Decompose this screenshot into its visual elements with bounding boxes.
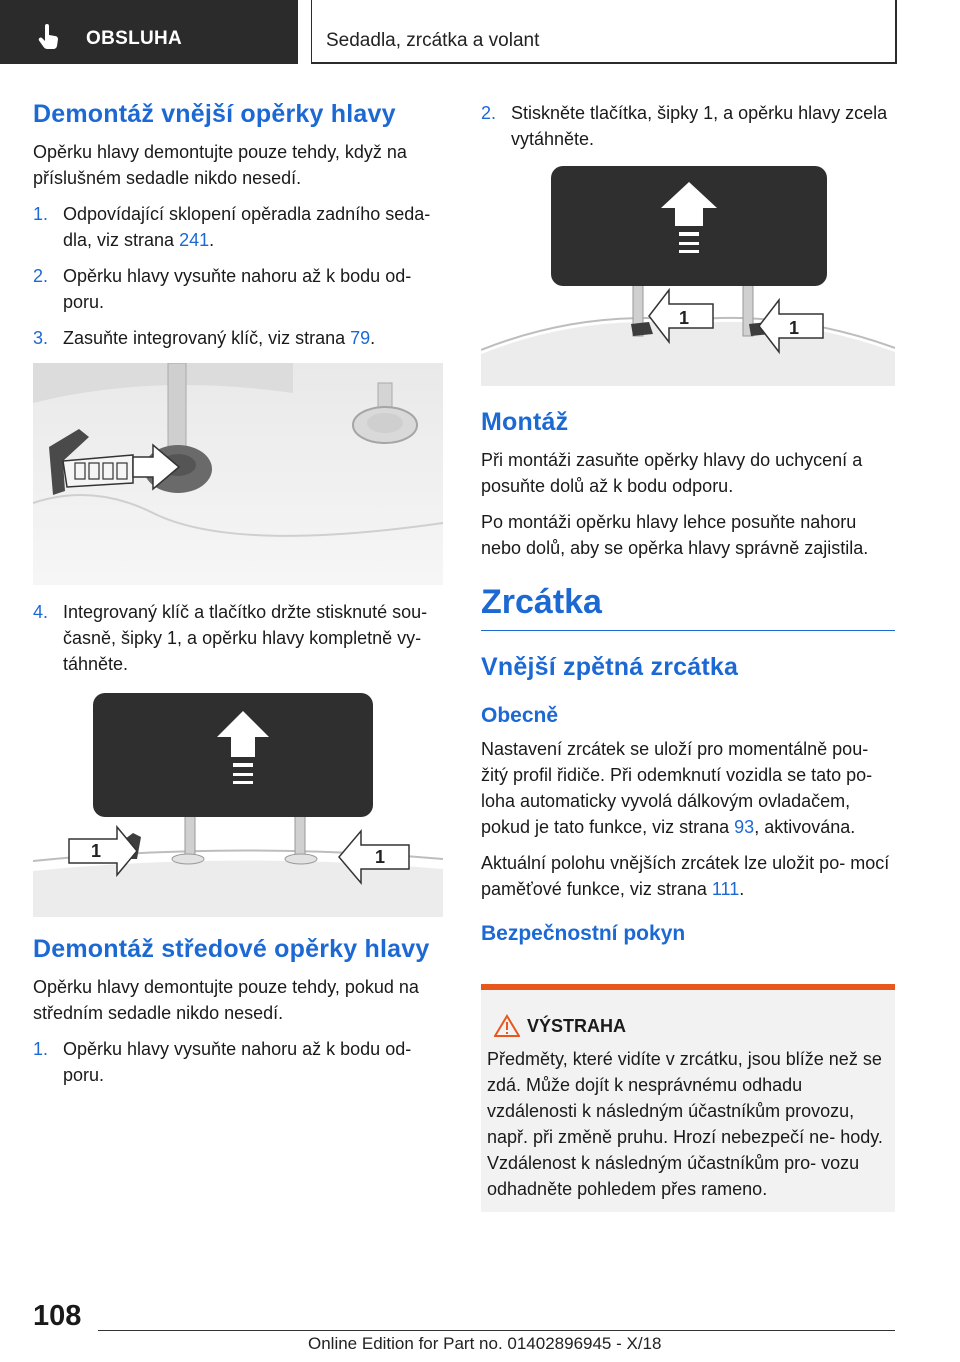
right-column	[481, 100, 895, 954]
key-insert-illustration	[33, 363, 443, 585]
mounting-paragraph-1: Při montáži zasuňte opěrky hlavy do uchycení a posuňte dolů až k bodu odporu.	[481, 450, 863, 496]
mounting-paragraph-2: Po montáži opěrku hlavy lehce posuňte nahoru nebo dolů, aby se opěrka hlavy správně zajistila.	[481, 512, 869, 558]
center-headrest-illustration	[481, 164, 895, 386]
step-item	[33, 599, 443, 677]
subheading-safety: Bezpečnostní pokyn	[481, 922, 686, 945]
warning-body: Předměty, které vidíte v zrcátku, jsou blíže než se zdá. Může dojít k nesprávnému odhadu vzdálenosti k následným účastníkům provozu, např. při změně pruhu. Hrozí nebezpečí ne‐ hody. Vzdálenost k následným účastníkům pro‐ vozu odhadněte pohledem přes rameno.	[487, 1049, 883, 1199]
text-span: Aktuální polohu vnějších zrcátek lze uložit po‐ mocí paměťové funkce, viz strana	[481, 853, 890, 899]
general-paragraph-1	[481, 736, 895, 840]
step-text: Stiskněte tlačítka, šipky 1, a opěrku hlavy zcela vytáhněte.	[511, 103, 888, 149]
arrow-label: 1	[679, 308, 690, 328]
subheading-general: Obecně	[481, 704, 559, 727]
section-label: OBSLUHA	[86, 28, 183, 49]
text-span: , aktivována.	[754, 817, 856, 837]
chapter-label: Sedadla, zrcátka a volant	[326, 30, 540, 51]
warning-title: VÝSTRAHA	[527, 1016, 627, 1036]
heading-rule	[481, 630, 895, 631]
footer-edition: Online Edition for Part no. 01402896945 - X/18	[308, 1334, 662, 1353]
figure-center-headrest	[481, 164, 895, 386]
step-item	[33, 201, 443, 253]
step-item	[481, 100, 895, 152]
left-column	[33, 100, 443, 1098]
footer-rule	[98, 1330, 895, 1331]
chapter-heading-mirrors: Zrcátka	[481, 583, 602, 621]
outer-headrest-illustration	[33, 691, 443, 917]
figure-outer-headrest-removal	[33, 691, 443, 917]
page-link[interactable]: 111	[711, 879, 740, 899]
warning-box	[481, 984, 895, 1212]
page-number: 108	[33, 1300, 82, 1332]
step-number: 2.	[481, 103, 497, 123]
step-item	[33, 325, 443, 351]
arrow-label: 1	[91, 841, 102, 861]
text-span: Nastavení zrcátek se uloží pro momentálně pou‐ žitý profil řidiče. Při odemknutí vozidla se tato po‐ loha automaticky vyvolá dálkovým ovladačem, pokud je tato funkce, viz strana	[481, 739, 873, 837]
header-section-tab	[0, 0, 298, 64]
hand-pointer-icon	[38, 24, 60, 50]
intro-paragraph: Opěrku hlavy demontujte pouze tehdy, když na příslušném sedadle nikdo nesedí.	[33, 142, 407, 188]
section-heading-center-headrest: Demontáž středové opěrky hlavy	[33, 935, 430, 963]
intro-paragraph: Opěrku hlavy demontujte pouze tehdy, pokud na středním sedadle nikdo nesedí.	[33, 977, 419, 1023]
page-link[interactable]: 241	[179, 230, 210, 250]
step-text: Odpovídající sklopení opěradla zadního seda‐ dla, viz strana	[63, 204, 431, 250]
arrow-label: 1	[375, 847, 386, 867]
step-text: Integrovaný klíč a tlačítko držte stisknuté sou‐ časně, šipky 1, a opěrku hlavy kompletně vy‐ táhněte.	[63, 602, 428, 674]
warning-triangle-icon	[494, 1014, 520, 1038]
chapter-header	[311, 0, 897, 64]
step-text: Zasuňte integrovaný klíč, viz strana	[63, 328, 351, 348]
step-tail: .	[209, 230, 215, 250]
section-heading-exterior-mirrors: Vnější zpětná zrcátka	[481, 653, 739, 681]
step-number: 3.	[33, 328, 49, 348]
page-link[interactable]: 93	[734, 817, 755, 837]
step-number: 2.	[33, 266, 49, 286]
page-link[interactable]: 79	[350, 328, 371, 348]
arrow-label: 1	[789, 318, 800, 338]
section-heading-mounting: Montáž	[481, 408, 569, 436]
step-text: Opěrku hlavy vysuňte nahoru až k bodu od‐ poru.	[63, 266, 412, 312]
text-span: .	[739, 879, 745, 899]
general-paragraph-2	[481, 850, 895, 902]
figure-key-insert	[33, 363, 443, 585]
step-number: 4.	[33, 602, 49, 622]
section-heading-outer-headrest: Demontáž vnější opěrky hlavy	[33, 100, 396, 128]
step-item	[33, 263, 443, 315]
step-item	[33, 1036, 443, 1088]
step-tail: .	[370, 328, 376, 348]
step-number: 1.	[33, 204, 49, 224]
step-number: 1.	[33, 1039, 49, 1059]
step-text: Opěrku hlavy vysuňte nahoru až k bodu od‐ poru.	[63, 1039, 412, 1085]
